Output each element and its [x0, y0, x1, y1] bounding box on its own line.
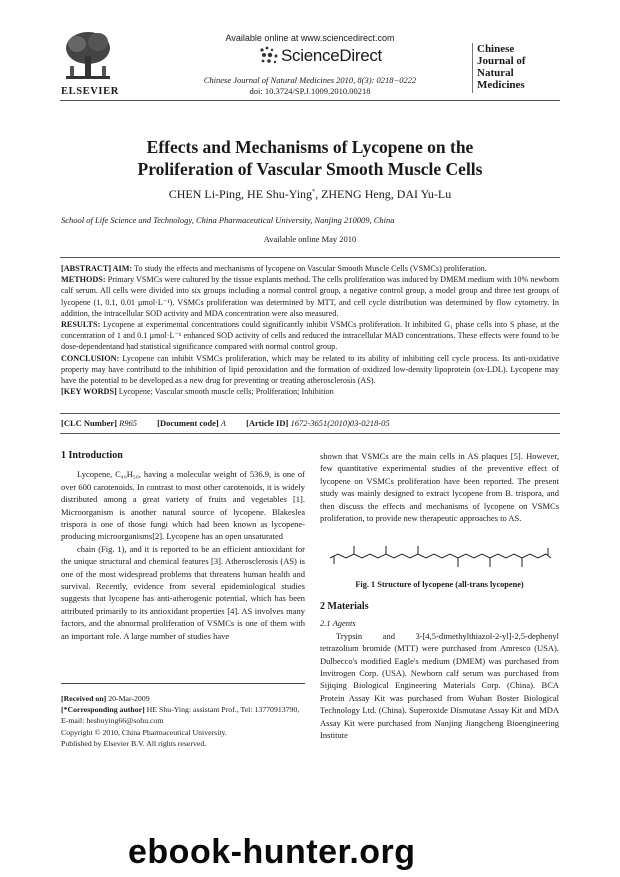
lycopene-structure-diagram — [328, 540, 553, 576]
publisher-name: ELSEVIER — [61, 86, 119, 97]
sciencedirect-logo: ScienceDirect — [281, 46, 382, 65]
classification-line: [CLC Number] R965 [Document code] A [Article ID] 1672-3651(2010)03-0218-05 — [61, 418, 390, 428]
authors: CHEN Li-Ping, HE Shu-Ying*, ZHENG Heng, DAI Yu-Lu — [168, 187, 452, 201]
abstract-bottom-rule — [60, 433, 560, 434]
abstract-top-rule — [60, 257, 560, 258]
article-title: Effects and Mechanisms of Lycopene on the Proliferation of Vascular Smooth Muscle Cells — [137, 137, 483, 179]
intro-paragraph-1: Lycopene, C₄₀H₅₆, having a molecular weight of 536.9, is one of over 600 carotenoids. In contrast to most other carotenoids, it is widely distributed among a great variety of fruits and vegetables [1]. Microorganism is another natural source of lycopene. Blakeslea trispora is one of those fungi which had been known as lycopene-producing microorganisms[2]. Lycopene has an open unsaturated — [61, 469, 305, 542]
journal-name-box: Chinese Journal of Natural Medicines — [472, 43, 565, 93]
doi-text: doi: 10.3724/SP.J.1009.2010.00218 — [249, 86, 371, 96]
header-rule — [60, 100, 560, 101]
right-column-text — [320, 450, 559, 524]
sciencedirect-dots-icon — [258, 45, 280, 67]
section-heading-introduction: 1 Introduction — [61, 450, 123, 461]
available-online-text: Available online at www.sciencedirect.com — [225, 33, 395, 43]
abstract: [ABSTRACT] AIM: To study the effects and mechanisms of lycopene on Vascular Smooth Muscle Cells (VSMCs) proliferation. METHODS: Primary VSMCs were cultured by the tissue explants method. The cells proliferation was induced by DMEM medium with 10% newborn calf serum. All cells were divided into six groups including a normal control group, a negative control group, a model group and three test groups of lycopene (1, 0.1, 0.01 μmol·L⁻¹). VSMCs proliferation was determined by MTT, and cell cycle distribution was determined by flow cytometry. In addition, the intracellular SOD activity and MDA concentration were also measured. RESULTS: Lycopene at experimental concentrations could significantly inhibit VSMCs proliferation. It inhibited G₁ phase cells into S phase, at the concentration of 1 and 0.1 μmol·L⁻¹ enhanced SOD activity of cells and reduced the intracellular MAD concentrations. These effects were found to be dose-dependentand had statistical significance compared with normal control group. CONCLUSION: Lycopene can inhibit VSMCs proliferation, which may be related to its ability of inhibiting cell cycle process. Its anti-oxidative property may have contributd to the inhibition of lipid peroxidation and the formation of oxidized low-density lipoprotein (ox-LDL). Lycopene may have the potential to be developed as a new drug for preventing or treating atherosclerosis (AS). [KEY WORDS] Lycopene; Vascular smooth muscle cells; Proliferation; Inhibition — [61, 264, 559, 397]
affiliation: School of Life Science and Technology, China Pharmaceutical University, Nanjing 210009, China — [61, 215, 395, 225]
available-date: Available online May 2010 — [263, 234, 357, 244]
abstract-mid-rule — [60, 413, 560, 414]
journal-reference: Chinese Journal of Natural Medicines 2010, 8(3): 0218−0222 — [203, 75, 417, 85]
materials-section — [320, 601, 559, 741]
figure-1-caption: Fig. 1 Structure of lycopene (all-trans lycopene) — [355, 580, 524, 589]
right-paragraph-1: shown that VSMCs are the main cells in AS plaques [5]. However, few quantitative experimental studies of the preventive effect of lycopene on VSMCs proliferation have been reported. The present study was mainly designed to extract lycopene from B. trispora, and then discuss the effects and mechanisms of lycopene on VSMCs proliferation, to provide new therapeutic approaches to AS. — [320, 451, 559, 524]
intro-section — [61, 450, 305, 642]
intro-paragraph-2: chain (Fig. 1), and it is reported to be an efficient antioxidant for the unique structural and chemical features [3]. Atherosclerosis (AS) is one of the most widespread problems that threatens human health and survival. Recently, evidence from several epidemiological studies suggests that lycopene has anti-atherogenic potential, which has been attributed primarily to its antioxidant properties [4]. AS involves many factors, and the abnormal proliferation of VSMCs is one of them with an important role. A large number of studies have — [61, 543, 305, 641]
agents-paragraph: Trypsin and 3-[4,5-dimethylthiazol-2-yl]-2,5-dephenyl tetrazolium bromide (MTT) were purchased from Amresco (USA). Dulbecco's modified Eagle's medium (DMEM) was purchased from Invitrogen Corp. (USA). Newborn calf serum was purchased from Sijiqing Biological Engineering Materials Corp. (China). BCA Protein Assay Kit was purchased from Wuhan Boster Biological Technology Ltd. (China). Superoxide Dismutase Assay Kit and MDA Assay Kit were purchased from Nanjing Jiangcheng Bioengineering Institute — [320, 630, 559, 741]
section-heading-materials: 2 Materials — [320, 601, 369, 612]
footnote: [Received on] 20-Mar-2009 [*Corresponding author] HE Shu-Ying: assistant Prof., Tel: 13770913790, E-mail: heshuying66@sohu.com Copyright © 2010, China Pharmaceutical University. Published by Elsevier B.V. All rights reserved. — [61, 694, 300, 748]
footnote-rule — [61, 683, 305, 684]
watermark-text: ebook-hunter.org — [128, 833, 416, 871]
subsection-heading-agents: 2.1 Agents — [320, 618, 356, 629]
